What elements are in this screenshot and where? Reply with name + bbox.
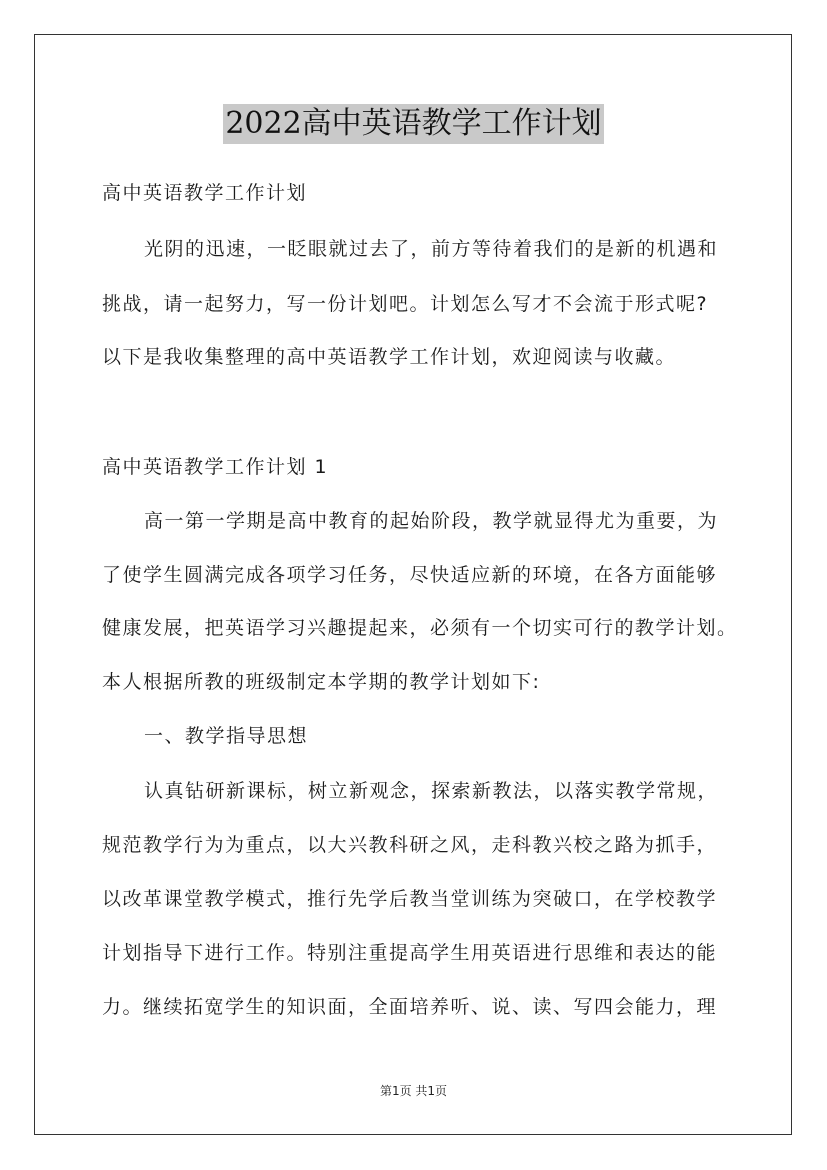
paragraph-line: 以下是我收集整理的高中英语教学工作计划，欢迎阅读与收藏。 bbox=[102, 346, 677, 368]
title-container bbox=[0, 104, 827, 144]
page-number: 第1页 共1页 bbox=[379, 1084, 448, 1098]
paragraph-line: 规范教学行为为重点，以大兴教科研之风，走科教兴校之路为抓手， bbox=[102, 834, 718, 856]
section-heading: 高中英语教学工作计划 1 bbox=[102, 456, 329, 478]
document-title: 2022高中英语教学工作计划 bbox=[223, 104, 603, 144]
paragraph-line: 以改革课堂教学模式，推行先学后教当堂训练为突破口，在学校教学 bbox=[102, 888, 718, 910]
paragraph-line: 挑战，请一起努力，写一份计划吧。计划怎么写才不会流于形式呢? bbox=[102, 293, 709, 315]
paragraph-line: 健康发展，把英语学习兴趣提起来，必须有一个切实可行的教学计划。 bbox=[102, 617, 738, 639]
paragraph-line: 光阴的迅速，一眨眼就过去了，前方等待着我们的是新的机遇和 bbox=[144, 238, 719, 260]
paragraph-line: 高一第一学期是高中教育的起始阶段，教学就显得尤为重要，为 bbox=[144, 510, 719, 532]
paragraph-line: 认真钻研新课标，树立新观念，探索新教法，以落实教学常规， bbox=[144, 780, 719, 802]
paragraph-line: 计划指导下进行工作。特别注重提高学生用英语进行思维和表达的能 bbox=[102, 942, 718, 964]
paragraph-line: 力。继续拓宽学生的知识面，全面培养听、说、读、写四会能力，理 bbox=[102, 996, 718, 1018]
subsection-heading: 一、教学指导思想 bbox=[144, 725, 309, 747]
section-heading: 高中英语教学工作计划 bbox=[102, 182, 308, 204]
paragraph-line: 本人根据所教的班级制定本学期的教学计划如下: bbox=[102, 671, 541, 693]
paragraph-line: 了使学生圆满完成各项学习任务，尽快适应新的环境，在各方面能够 bbox=[102, 564, 718, 586]
